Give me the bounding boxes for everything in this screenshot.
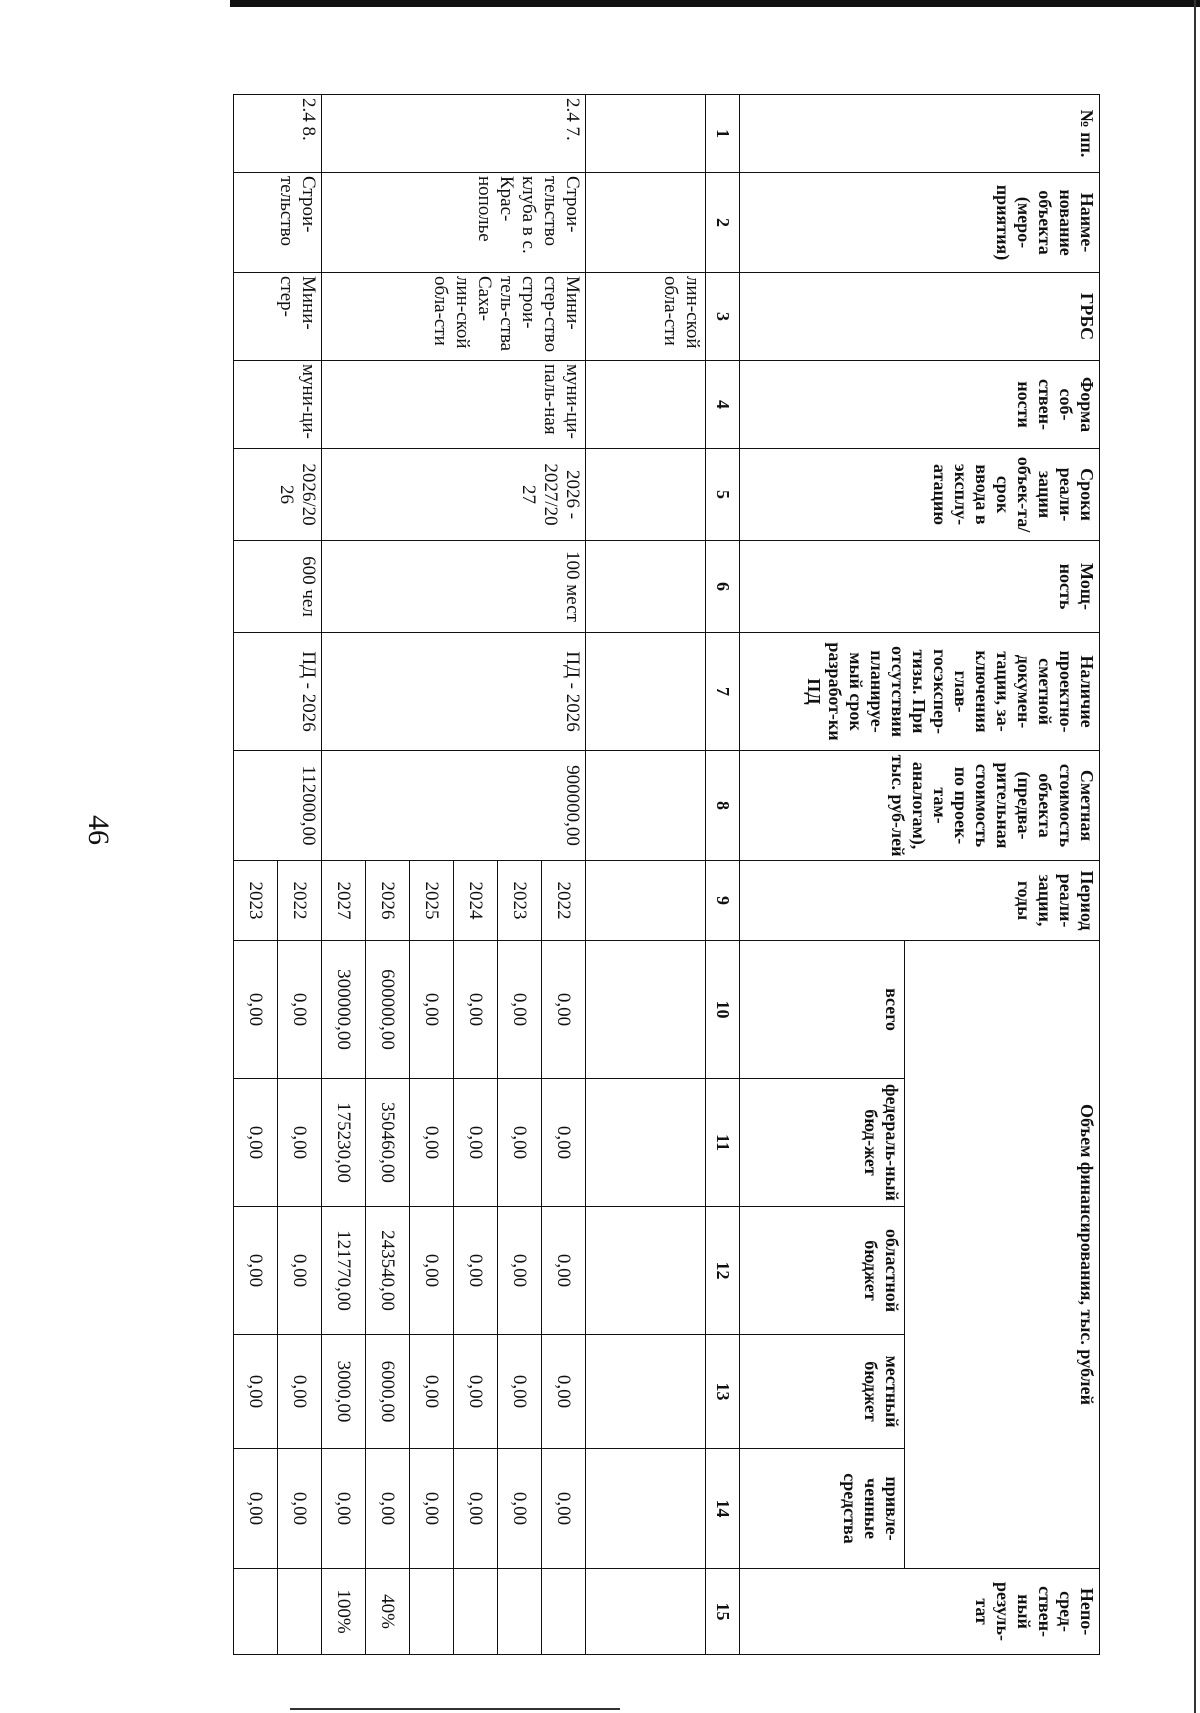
cell <box>586 361 706 449</box>
continuation-row <box>586 95 706 1655</box>
local-cell: 0,00 <box>498 1335 542 1449</box>
header-power: Мощ-ность <box>740 541 1100 633</box>
top-edge <box>230 0 1200 7</box>
cell <box>586 1335 706 1449</box>
item-pd: ПД - 2026 <box>234 633 322 751</box>
total-cell: 300000,00 <box>322 941 366 1079</box>
right-edge <box>1194 0 1196 1713</box>
item-name: Строи-тельство <box>234 173 322 273</box>
item-power: 100 мест <box>322 541 586 633</box>
cell <box>586 861 706 941</box>
year-cell: 2022 <box>278 861 322 941</box>
header-terms: Сроки реали-зации объек-та/срок ввода в эксплу-атацию <box>740 449 1100 541</box>
header-name: Наиме-нование объекта (меро-приятия) <box>740 173 1100 273</box>
cell <box>586 173 706 273</box>
column-number: 3 <box>706 273 740 361</box>
header-period: Период реали-зации, годы <box>740 861 1100 941</box>
attracted-cell: 0,00 <box>410 1449 454 1569</box>
header-result: Непо-сред-ствен-ный резуль-тат <box>740 1569 1100 1655</box>
column-number: 15 <box>706 1569 740 1655</box>
cell <box>586 941 706 1079</box>
header-ownership: Форма соб-ствен-ности <box>740 361 1100 449</box>
result-cell: 40% <box>366 1569 410 1655</box>
result-cell <box>498 1569 542 1655</box>
item-cost: 900000,00 <box>322 751 586 861</box>
column-number: 11 <box>706 1079 740 1207</box>
federal-cell: 0,00 <box>278 1079 322 1207</box>
attracted-cell: 0,00 <box>322 1449 366 1569</box>
federal-cell: 0,00 <box>542 1079 586 1207</box>
column-number: 14 <box>706 1449 740 1569</box>
item-ownership: муни-ци- <box>234 361 322 449</box>
local-cell: 0,00 <box>410 1335 454 1449</box>
result-cell: 100% <box>322 1569 366 1655</box>
total-cell: 600000,00 <box>366 941 410 1079</box>
year-cell: 2027 <box>322 861 366 941</box>
item-power: 600 чел <box>234 541 322 633</box>
year-cell: 2026 <box>366 861 410 941</box>
attracted-cell: 0,00 <box>234 1449 278 1569</box>
year-cell: 2025 <box>410 861 454 941</box>
total-cell: 0,00 <box>234 941 278 1079</box>
result-cell <box>278 1569 322 1655</box>
header-attracted: привле-ченные средства <box>740 1449 905 1569</box>
year-cell: 2023 <box>498 861 542 941</box>
item-ownership: муни-ци-паль-ная <box>322 361 586 449</box>
continuation-grbs: лин-ской обла-сти <box>586 273 706 361</box>
column-numbers-row <box>706 95 740 1655</box>
column-number: 9 <box>706 861 740 941</box>
cell <box>586 449 706 541</box>
regional-cell: 0,00 <box>498 1207 542 1335</box>
result-cell <box>410 1569 454 1655</box>
cell <box>586 751 706 861</box>
financing-table <box>233 94 1100 1655</box>
local-cell: 0,00 <box>542 1335 586 1449</box>
result-cell <box>234 1569 278 1655</box>
total-cell: 0,00 <box>454 941 498 1079</box>
column-number: 13 <box>706 1335 740 1449</box>
column-number: 10 <box>706 941 740 1079</box>
cell <box>586 1079 706 1207</box>
table-row <box>542 95 586 1655</box>
item-pd: ПД - 2026 <box>322 633 586 751</box>
attracted-cell: 0,00 <box>498 1449 542 1569</box>
total-cell: 0,00 <box>542 941 586 1079</box>
header-pd: Наличие проектно-сметной докумен-тации, за-ключения глав-госэкспер-тизы. При отсутствии планируе-мый срок разработ-ки ПД <box>740 633 1100 751</box>
header-grbs: ГРБС <box>740 273 1100 361</box>
federal-cell: 0,00 <box>410 1079 454 1207</box>
federal-cell: 0,00 <box>498 1079 542 1207</box>
item-terms: 2026/20 26 <box>234 449 322 541</box>
header-regional: областной бюджет <box>740 1207 905 1335</box>
regional-cell: 0,00 <box>234 1207 278 1335</box>
total-cell: 0,00 <box>278 941 322 1079</box>
total-cell: 0,00 <box>410 941 454 1079</box>
column-number: 6 <box>706 541 740 633</box>
attracted-cell: 0,00 <box>542 1449 586 1569</box>
column-number: 5 <box>706 449 740 541</box>
column-number: 4 <box>706 361 740 449</box>
total-cell: 0,00 <box>498 941 542 1079</box>
attracted-cell: 0,00 <box>278 1449 322 1569</box>
cell <box>586 541 706 633</box>
header-federal: федераль-ный бюд-жет <box>740 1079 905 1207</box>
federal-cell: 0,00 <box>454 1079 498 1207</box>
item-number: 2.4 7. <box>322 95 586 173</box>
header-local: местный бюджет <box>740 1335 905 1449</box>
regional-cell: 0,00 <box>542 1207 586 1335</box>
federal-cell: 350460,00 <box>366 1079 410 1207</box>
item-terms: 2026 - 2027/20 27 <box>322 449 586 541</box>
regional-cell: 243540,00 <box>366 1207 410 1335</box>
item-name: Строи-тельство клуба в с. Крас-нополье <box>322 173 586 273</box>
item-grbs: Мини-стер- <box>234 273 322 361</box>
regional-cell: 121770,00 <box>322 1207 366 1335</box>
federal-cell: 0,00 <box>234 1079 278 1207</box>
attracted-cell: 0,00 <box>454 1449 498 1569</box>
cell <box>586 633 706 751</box>
regional-cell: 0,00 <box>410 1207 454 1335</box>
cell <box>586 1569 706 1655</box>
local-cell: 3000,00 <box>322 1335 366 1449</box>
attracted-cell: 0,00 <box>366 1449 410 1569</box>
column-number: 2 <box>706 173 740 273</box>
local-cell: 0,00 <box>278 1335 322 1449</box>
year-cell: 2023 <box>234 861 278 941</box>
year-cell: 2022 <box>542 861 586 941</box>
local-cell: 0,00 <box>454 1335 498 1449</box>
header-num: № пп. <box>740 95 1100 173</box>
regional-cell: 0,00 <box>278 1207 322 1335</box>
federal-cell: 175230,00 <box>322 1079 366 1207</box>
bottom-edge <box>290 1708 620 1710</box>
item-number: 2.4 8. <box>234 95 322 173</box>
item-grbs: Мини-стер-ство строи-тель-ства Саха-лин-ской обла-сти <box>322 273 586 361</box>
column-number: 7 <box>706 633 740 751</box>
item-cost: 112000,00 <box>234 751 322 861</box>
local-cell: 6000,00 <box>366 1335 410 1449</box>
cell <box>586 1207 706 1335</box>
year-cell: 2024 <box>454 861 498 941</box>
cell <box>586 1449 706 1569</box>
header-cost: Сметная стоимость объекта (предва-рительная стоимость по проек-там-аналогам), тыс. руб-лей <box>740 751 1100 861</box>
column-number: 1 <box>706 95 740 173</box>
result-cell <box>454 1569 498 1655</box>
rotated-table-container <box>164 94 1100 1654</box>
result-cell <box>542 1569 586 1655</box>
header-row-1 <box>905 95 1100 1655</box>
table-row <box>278 95 322 1655</box>
column-number: 12 <box>706 1207 740 1335</box>
regional-cell: 0,00 <box>454 1207 498 1335</box>
local-cell: 0,00 <box>234 1335 278 1449</box>
cell <box>586 95 706 173</box>
column-number: 8 <box>706 751 740 861</box>
header-financing: Объем финансирования, тыс. рублей <box>905 941 1100 1569</box>
header-total: всего <box>740 941 905 1079</box>
page-number: 46 <box>82 815 115 845</box>
